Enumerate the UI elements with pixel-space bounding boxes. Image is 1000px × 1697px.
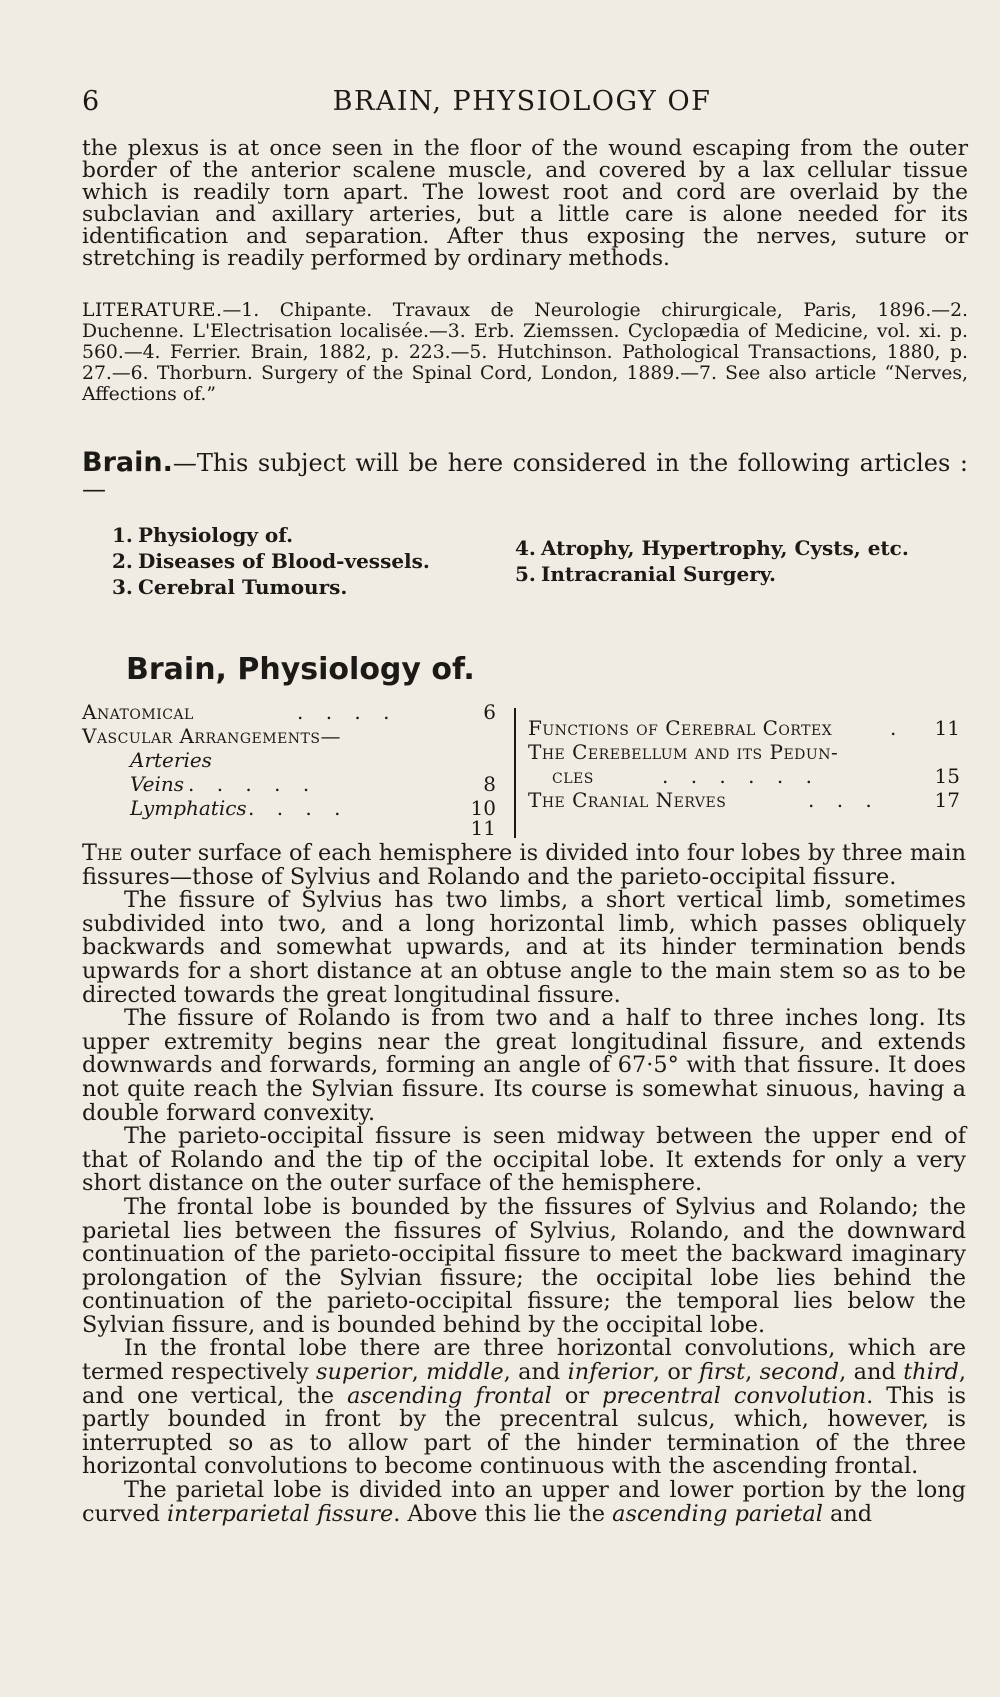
- brain-entry-text: —This subject will be here considered in the following articles :—: [82, 449, 968, 503]
- page-number: 6: [82, 86, 100, 117]
- contents-entry: The Cranial Nerves . . . 17: [528, 788, 960, 812]
- contents-entry: The Cerebellum and its Pedun-: [528, 740, 839, 764]
- brain-headword: Brain.: [82, 447, 173, 478]
- article-body: [82, 842, 966, 1526]
- brain-entry-intro: [82, 447, 968, 503]
- article-item: 1. Physiology of.: [112, 523, 294, 547]
- contents-divider: [514, 708, 516, 838]
- article-item: 4. Atrophy, Hypertrophy, Cysts, etc.: [515, 536, 909, 560]
- contents-entry: Veins . . . . . 8: [130, 772, 496, 796]
- contents-entry: Functions of Cerebral Cortex . 11: [528, 716, 960, 740]
- contents-entry: 11: [470, 816, 496, 840]
- intro-paragraph: the plexus is at once seen in the floor of the wound escaping from the outer border of the anterior scalene muscle, and covered by a lax cellular tissue which is readily torn apart. The lowest root and cord are overlaid by the subclavian and axillary arteries, but a little care is alone needed for its identification and separation. After thus exposing the nerves, suture or stretching is readily performed by ordinary methods.: [82, 136, 968, 271]
- article-item: 2. Diseases of Blood-vessels.: [112, 549, 430, 573]
- contents-entry: Lymphatics . . . . 10: [130, 796, 496, 820]
- paragraph: The parieto-occipital fissure is seen midway between the upper end of that of Rolando and the tip of the occipital lobe. It extends for only a very short distance on the outer surface of the hemisphere.: [82, 1123, 966, 1197]
- article-list-left: [112, 522, 430, 600]
- contents-entry: Vascular Arrangements—: [82, 724, 341, 748]
- contents-entry: Anatomical . . . . 6: [82, 700, 496, 724]
- literature-heading: LITERATURE.: [82, 300, 223, 321]
- running-title: BRAIN, PHYSIOLOGY OF: [332, 86, 712, 117]
- section-contents: [82, 700, 968, 840]
- paragraph: The parietal lobe is divided into an upper and lower portion by the long curved interparietal fissure. Above this lie the ascending parietal and: [82, 1477, 966, 1527]
- literature-references: [82, 300, 968, 405]
- contents-entry: Arteries: [130, 748, 212, 772]
- section-title: Brain, Physiology of.: [126, 652, 475, 687]
- article-item: 3. Cerebral Tumours.: [112, 575, 348, 599]
- paragraph: The outer surface of each hemisphere is divided into four lobes by three main fissures—those of Sylvius and Rolando and the parieto-occipital fissure.: [82, 840, 966, 890]
- article-list-right: [515, 535, 909, 587]
- paragraph: The fissure of Sylvius has two limbs, a short vertical limb, sometimes subdivided into two, and a long horizontal limb, which passes obliquely backwards and somewhat upwards, and at its hinder termination bends upwards for a short distance at an obtuse angle to the main stem so as to be directed towards the great longitudinal fissure.: [82, 887, 966, 1008]
- paragraph: The frontal lobe is bounded by the fissures of Sylvius and Rolando; the parietal lies between the fissures of Sylvius, Rolando, and the downward continuation of the parieto-occipital fissure to meet the backward imaginary prolongation of the Sylvian fissure; the occipital lobe lies behind the continuation of the parieto-occipital fissure; the temporal lies below the Sylvian fissure, and is bounded behind by the occipital lobe.: [82, 1193, 966, 1338]
- literature-text: —1. Chipante. Travaux de Neurologie chirurgicale, Paris, 1896.—2. Duchenne. L'Electrisation localisée.—3. Erb. Ziemssen. Cyclopædia of Medicine, vol. xi. p. 560.—4. Ferrier. Brain, 1882, p. 223.—5. Hutchinson. Pathological Transactions, 1880, p. 27.—6. Thorburn. Surgery of the Spinal Cord, London, 1889.—7. See also article “Nerves, Affections of.”: [82, 300, 968, 405]
- paragraph: The fissure of Rolando is from two and a half to three inches long. Its upper extremity begins near the great longitudinal fissure, and extends downwards and forwards, forming an angle of 67·5° with that fissure. It does not quite reach the Sylvian fissure. Its course is somewhat sinuous, having a double forward convexity.: [82, 1005, 966, 1126]
- paragraph: In the frontal lobe there are three horizontal convolutions, which are termed respectively superior, middle, and inferior, or first, second, and third, and one vertical, the ascending frontal or precentral convolution. This is partly bounded in front by the precentral sulcus, which, however, is interrupted so as to allow part of the hinder termination of the three horizontal convolutions to become continuous with the ascending frontal.: [82, 1335, 967, 1480]
- article-item: 5. Intracranial Surgery.: [515, 562, 777, 586]
- running-header: [82, 86, 962, 126]
- contents-entry: cles . . . . . . 15: [552, 764, 960, 788]
